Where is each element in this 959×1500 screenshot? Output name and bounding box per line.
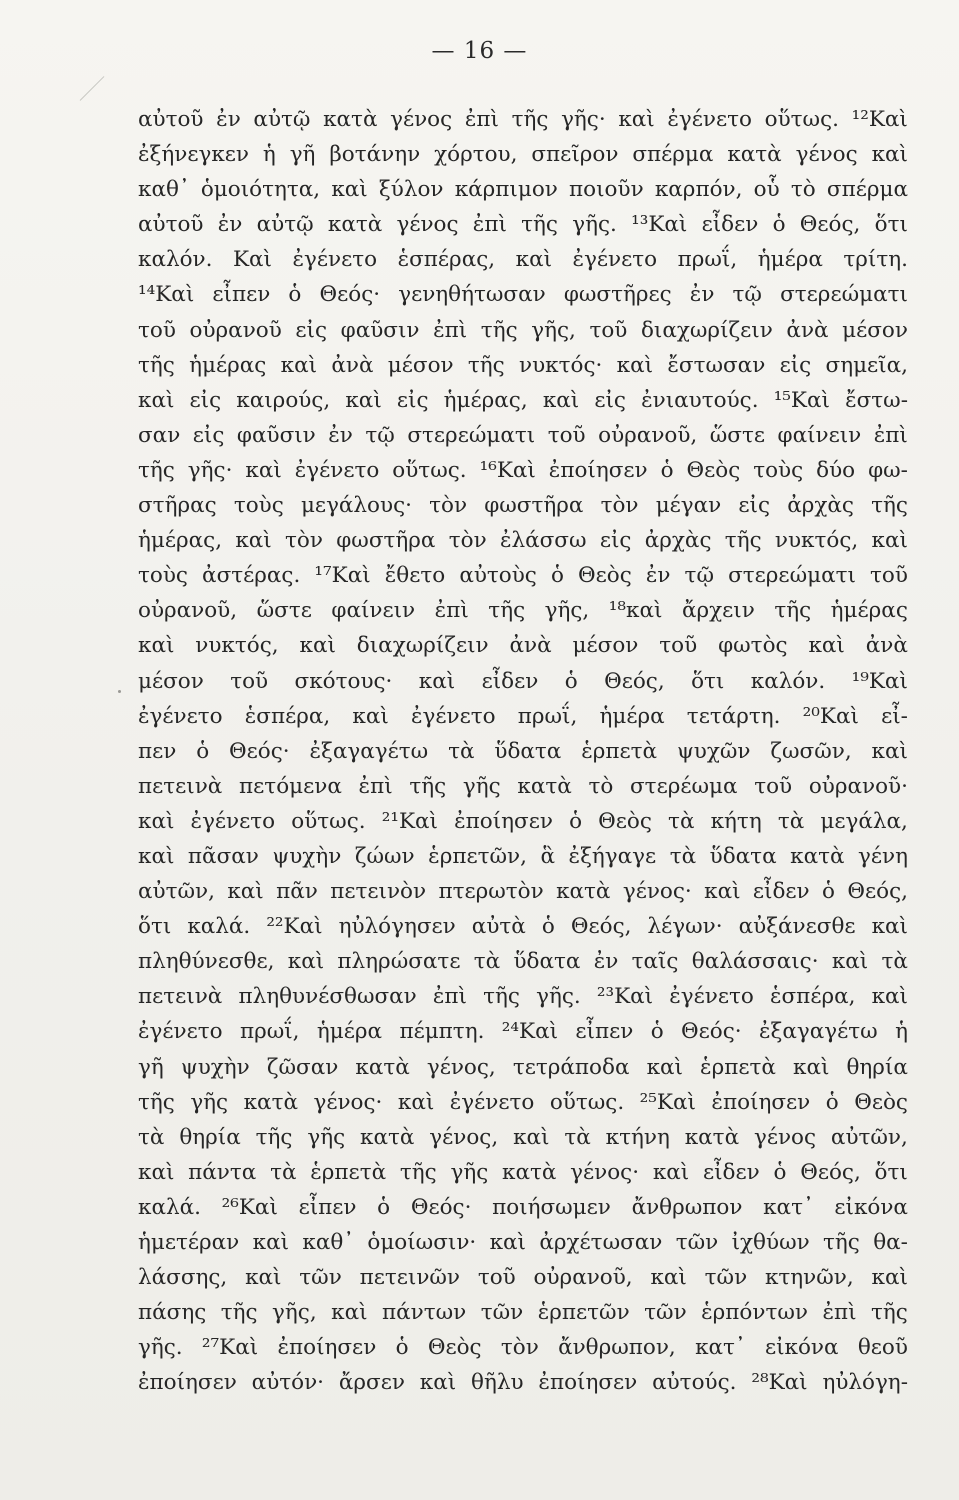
text-line: γῆ ψυχὴν ζῶσαν κατὰ γένος, τετράποδα καὶ ἑρπετὰ καὶ θηρία xyxy=(138,1054,908,1080)
text-line: καὶ πάντα τὰ ἑρπετὰ τῆς γῆς κατὰ γένος· καὶ εἶδεν ὁ Θεός, ὅτι xyxy=(138,1159,908,1185)
text-line: τοῦ οὐρανοῦ εἰς φαῦσιν ἐπὶ τῆς γῆς, τοῦ διαχωρίζειν ἀνὰ μέσον xyxy=(138,317,908,343)
text-line: πληθύνεσθε, καὶ πληρώσατε τὰ ὕδατα ἐν ταῖς θαλάσσαις· καὶ τὰ xyxy=(138,949,908,975)
text-line: πεν ὁ Θεός· ἐξαγαγέτω τὰ ὕδατα ἑρπετὰ ψυχῶν ζωσῶν, καὶ xyxy=(138,738,908,764)
text-line: αὐτῶν, καὶ πᾶν πετεινὸν πτερωτὸν κατὰ γένος· καὶ εἶδεν ὁ Θεός, xyxy=(138,879,908,905)
text-line: ὅτι καλά. ²²Καὶ ηὐλόγησεν αὐτὰ ὁ Θεός, λέγων· αὐξάνεσθε καὶ xyxy=(138,914,908,940)
page-number: — 16 — xyxy=(431,38,528,64)
text-line: καθ᾽ ὁμοιότητα, καὶ ξύλον κάρπιμον ποιοῦν καρπόν, οὗ τὸ σπέρμα xyxy=(138,177,908,203)
text-line: πάσης τῆς γῆς, καὶ πάντων τῶν ἑρπετῶν τῶν ἑρπόντων ἐπὶ τῆς xyxy=(138,1300,908,1326)
text-line: καὶ πᾶσαν ψυχὴν ζώων ἑρπετῶν, ἃ ἐξήγαγε τὰ ὕδατα κατὰ γένη xyxy=(138,843,908,869)
text-line: λάσσης, καὶ τῶν πετεινῶν τοῦ οὐρανοῦ, καὶ τῶν κτηνῶν, καὶ xyxy=(138,1265,908,1291)
text-line: τῆς γῆς κατὰ γένος· καὶ ἐγένετο οὕτως. ²⁵Καὶ ἐποίησεν ὁ Θεὸς xyxy=(138,1089,908,1115)
text-line: ἐγένετο πρωΐ, ἡμέρα πέμπτη. ²⁴Καὶ εἶπεν ὁ Θεός· ἐξαγαγέτω ἡ xyxy=(138,1019,908,1045)
text-line: πετεινὰ πετόμενα ἐπὶ τῆς γῆς κατὰ τὸ στερέωμα τοῦ οὐρανοῦ· xyxy=(138,773,908,799)
text-line: στῆρας τοὺς μεγάλους· τὸν φωστῆρα τὸν μέγαν εἰς ἀρχὰς τῆς xyxy=(138,493,908,519)
text-line: τῆς ἡμέρας καὶ ἀνὰ μέσον τῆς νυκτός· καὶ ἔστωσαν εἰς σημεῖα, xyxy=(138,352,908,378)
text-line: τοὺς ἀστέρας. ¹⁷Καὶ ἔθετο αὐτοὺς ὁ Θεὸς ἐν τῷ στερεώματι τοῦ xyxy=(138,563,908,589)
text-line: μέσον τοῦ σκότους· καὶ εἶδεν ὁ Θεός, ὅτι καλόν. ¹⁹Καὶ xyxy=(138,668,908,694)
text-line: ἐγένετο ἑσπέρα, καὶ ἐγένετο πρωΐ, ἡμέρα τετάρτη. ²⁰Καὶ εἶ- xyxy=(138,703,908,729)
text-line: γῆς. ²⁷Καὶ ἐποίησεν ὁ Θεὸς τὸν ἄνθρωπον, κατ᾽ εἰκόνα θεοῦ xyxy=(138,1335,908,1361)
text-line: αὐτοῦ ἐν αὐτῷ κατὰ γένος ἐπὶ τῆς γῆς· καὶ ἐγένετο οὕτως. ¹²Καὶ xyxy=(138,107,908,132)
text-line: καὶ εἰς καιρούς, καὶ εἰς ἡμέρας, καὶ εἰς ἐνιαυτούς. ¹⁵Καὶ ἔστω- xyxy=(138,387,908,413)
text-line: τῆς γῆς· καὶ ἐγένετο οὕτως. ¹⁶Καὶ ἐποίησεν ὁ Θεὸς τοὺς δύο φω- xyxy=(138,457,908,483)
scan-pencil-mark xyxy=(80,76,105,101)
text-line: ἐξήνεγκεν ἡ γῆ βοτάνην χόρτου, σπεῖρον σπέρμα κατὰ γένος καὶ xyxy=(138,142,908,168)
text-line: καὶ ἐγένετο οὕτως. ²¹Καὶ ἐποίησεν ὁ Θεὸς τὰ κήτη τὰ μεγάλα, xyxy=(138,808,908,834)
text-line: καλόν. Καὶ ἐγένετο ἑσπέρας, καὶ ἐγένετο πρωΐ, ἡμέρα τρίτη. xyxy=(138,247,908,273)
text-line: σαν εἰς φαῦσιν ἐν τῷ στερεώματι τοῦ οὐρανοῦ, ὥστε φαίνειν ἐπὶ xyxy=(138,422,908,448)
text-line: ἡμετέραν καὶ καθ᾽ ὁμοίωσιν· καὶ ἀρχέτωσαν τῶν ἰχθύων τῆς θα- xyxy=(138,1230,908,1255)
text-line: αὐτοῦ ἐν αὐτῷ κατὰ γένος ἐπὶ τῆς γῆς. ¹³Καὶ εἶδεν ὁ Θεός, ὅτι xyxy=(138,212,908,238)
text-line: ¹⁴Καὶ εἶπεν ὁ Θεός· γενηθήτωσαν φωστῆρες ἐν τῷ στερεώματι xyxy=(138,282,908,308)
body-text xyxy=(138,102,908,1400)
text-line: οὐρανοῦ, ὥστε φαίνειν ἐπὶ τῆς γῆς, ¹⁸καὶ ἄρχειν τῆς ἡμέρας xyxy=(138,598,908,624)
text-line: τὰ θηρία τῆς γῆς κατὰ γένος, καὶ τὰ κτήνη κατὰ γένος αὐτῶν, xyxy=(138,1124,908,1150)
text-line: καλά. ²⁶Καὶ εἶπεν ὁ Θεός· ποιήσωμεν ἄνθρωπον κατ᾽ εἰκόνα xyxy=(138,1194,908,1220)
scan-speck xyxy=(118,690,121,693)
text-line: ἐποίησεν αὐτόν· ἄρσεν καὶ θῆλυ ἐποίησεν αὐτούς. ²⁸Καὶ ηὐλόγη- xyxy=(138,1370,908,1396)
text-line: καὶ νυκτός, καὶ διαχωρίζειν ἀνὰ μέσον τοῦ φωτὸς καὶ ἀνὰ xyxy=(138,633,908,659)
text-line: πετεινὰ πληθυνέσθωσαν ἐπὶ τῆς γῆς. ²³Καὶ ἐγένετο ἑσπέρα, καὶ xyxy=(138,984,908,1010)
text-line: ἡμέρας, καὶ τὸν φωστῆρα τὸν ἐλάσσω εἰς ἀρχὰς τῆς νυκτός, καὶ xyxy=(138,528,908,554)
